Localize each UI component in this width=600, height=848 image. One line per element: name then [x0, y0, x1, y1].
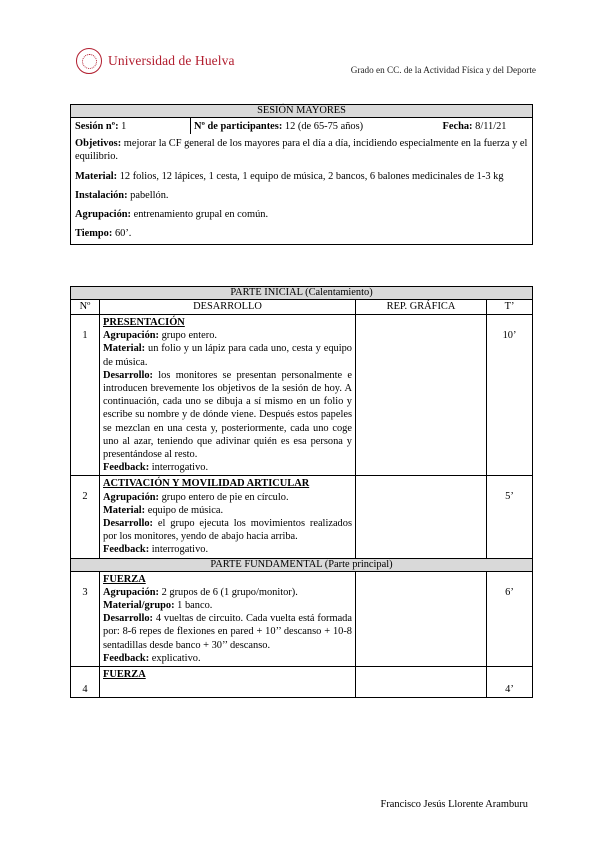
column-header-graphic: REP. GRÁFICA	[356, 300, 487, 315]
activity-title: PRESENTACIÓN	[103, 317, 185, 328]
grouping: Agrupación: entrenamiento grupal en común.	[71, 205, 533, 224]
activity-description: PRESENTACIÓN Agrupación: grupo entero. Material: un folio y un lápiz para cada uno, cesta y equipo de música. Desarrollo: los monitores se presentan personalmente e introducen brevemente los objetivos de la sesión de hoy. A continuación, cada uno se dibuja a sí mismo en un folio y escribe su nombre y de dónde viene. Después estos papeles se mezclan en una cesta y, posteriormente, cada uno coge uno al azar, teniendo que adivinar quién es esa persona y presentándose al resto. Feedback: interrogativo.	[100, 315, 356, 476]
column-header-development: DESARROLLO	[100, 300, 356, 315]
session-plan-table	[70, 286, 533, 698]
initial-part-title: PARTE INICIAL (Calentamiento)	[71, 287, 533, 300]
activity-number: 1	[71, 315, 100, 476]
university-name: Universidad de Huelva	[108, 53, 235, 68]
session-number: Sesión nº: 1	[71, 118, 191, 135]
activity-row	[71, 476, 533, 558]
installation: Instalación: pabellón.	[71, 186, 533, 205]
activity-row	[71, 315, 533, 476]
activity-description: FUERZA Agrupación: 2 grupos de 6 (1 grupo/monitor). Material/grupo: 1 banco. Desarrollo: 4 vueltas de circuito. Cada vuelta está formada por: 8-6 repes de flexiones en pared + 10’’ descanso + 10-8 sentadillas desde banco + 30’’ descanso. Feedback: explicativo.	[100, 571, 356, 666]
activity-row	[71, 571, 533, 666]
author-name: Francisco Jesús Llorente Aramburu	[380, 799, 528, 810]
activity-number: 3	[71, 571, 100, 666]
activity-time: 10’	[487, 315, 533, 476]
university-logo	[76, 48, 235, 74]
activity-number: 2	[71, 476, 100, 558]
activity-title: FUERZA	[103, 669, 146, 681]
activity-time: 6’	[487, 571, 533, 666]
objectives: Objetivos: mejorar la CF general de los mayores para el día a día, incidiendo especialmente en la fuerza y el equilibrio.	[71, 134, 533, 166]
activity-title: FUERZA	[103, 573, 146, 585]
university-seal-icon	[76, 48, 102, 74]
activity-description: ACTIVACIÓN Y MOVILIDAD ARTICULAR Agrupación: grupo entero de pie en círculo. Material: equipo de música. Desarrollo: el grupo ejecuta los movimientos realizados por los monitores, yendo de abajo hacia arriba. Feedback: interrogativo.	[100, 476, 356, 558]
session-title: SESIÓN MAYORES	[71, 105, 533, 118]
session-time: Tiempo: 60’.	[71, 224, 533, 245]
activity-description	[100, 667, 356, 698]
activity-row	[71, 667, 533, 698]
activity-graphic	[356, 571, 487, 666]
page-header	[76, 44, 536, 80]
session-info-table	[70, 104, 533, 245]
activity-title: ACTIVACIÓN Y MOVILIDAD ARTICULAR	[103, 478, 310, 490]
participants: Nº de participantes: 12 (de 65-75 años)	[191, 118, 441, 135]
fundamental-part-title: PARTE FUNDAMENTAL (Parte principal)	[71, 558, 533, 571]
material: Material: 12 folios, 12 lápices, 1 cesta, 1 equipo de música, 2 bancos, 6 balones medicinales de 1-3 kg	[71, 167, 533, 186]
session-date: Fecha: 8/11/21	[441, 118, 533, 135]
degree-name: Grado en CC. de la Actividad Física y del Deporte	[350, 65, 536, 75]
column-header-time: T’	[487, 300, 533, 315]
activity-time: 4’	[487, 667, 533, 698]
activity-time: 5’	[487, 476, 533, 558]
activity-graphic	[356, 667, 487, 698]
activity-number: 4	[71, 667, 100, 698]
activity-graphic	[356, 476, 487, 558]
activity-graphic	[356, 315, 487, 476]
column-header-number: Nº	[71, 300, 100, 315]
